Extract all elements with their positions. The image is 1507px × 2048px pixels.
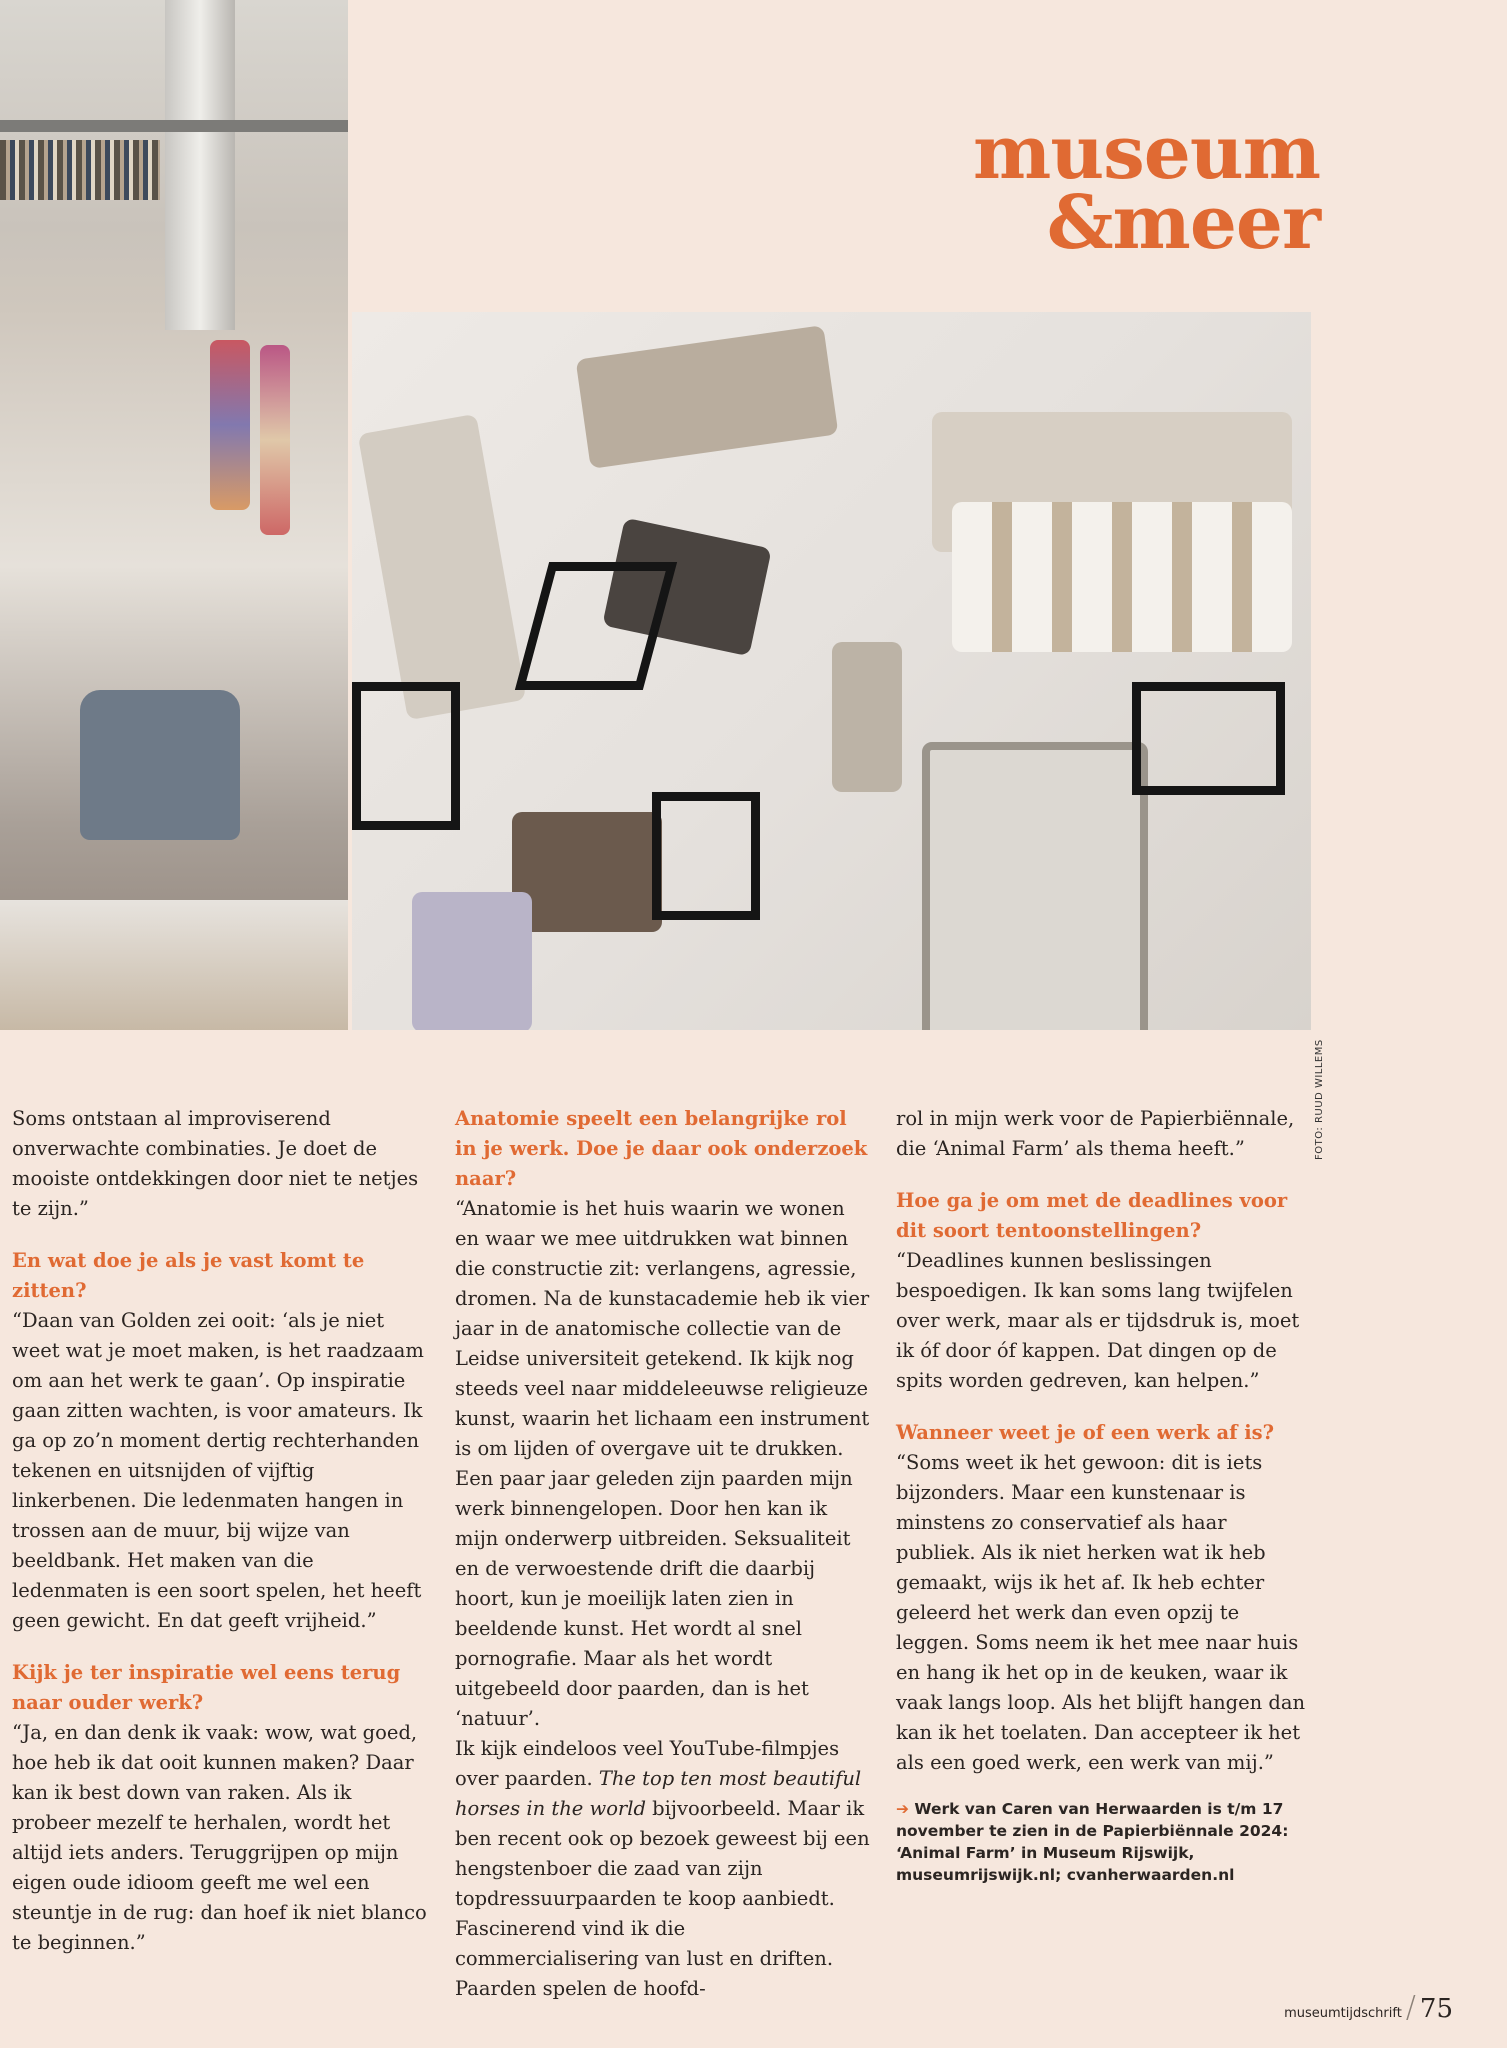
page-footer <box>1284 1990 1453 2025</box>
studio-shelf <box>0 120 348 132</box>
magazine-name: museumtijdschrift <box>1284 2006 1402 2021</box>
paragraph: Soms ontstaan al improviserend onverwachte combinaties. Je doet de mooiste ontdekkingen door niet te netjes te zijn.” <box>12 1107 419 1220</box>
artwork-wall-photo <box>352 312 1311 1030</box>
bound-figure-sculpture <box>832 642 902 792</box>
page-number: 75 <box>1419 1994 1453 2024</box>
text-column-3 <box>896 1104 1306 1886</box>
answer-paragraph: “Deadlines kunnen beslissingen bespoedigen. Ik kan soms lang twijfelen over werk, maar als er tijdsdruk is, moet ik óf door óf kappen. Dat dingen op de spits worden gedreven, kan helpen.” <box>896 1249 1300 1392</box>
photo-credit <box>1314 1030 1342 1160</box>
answer-paragraph: “Soms weet ik het gewoon: dit is iets bijzonders. Maar een kunstenaar is minstens zo conservatief als haar publiek. Als ik niet herken wat ik heb gemaakt, wijs ik het af. Ik heb echter geleerd het werk dan even opzij te leggen. Soms neem ik het mee naar huis en hang ik het op in de keuken, waar ik vaak langs loop. Als het blijft hangen dan kan ik het toelaten. Dan accepteer ik het als een goed werk, een werk van mij.” <box>896 1451 1306 1774</box>
framed-drawing <box>922 742 1148 1030</box>
question-heading: Kijk je ter inspiratie wel eens terug naar ouder werk? <box>12 1661 401 1714</box>
black-cube-frame <box>652 792 760 920</box>
answer-paragraph: “Ja, en dan denk ik vaak: wow, wat goed, hoe heb ik dat ooit kunnen maken? Daar kan ik best down van raken. Als ik probeer mezelf te herhalen, wordt het altijd iets anders. Teruggrijpen op mijn eigen oude idioom geeft me wel een steuntje in de rug: dan hoef ik niet blanco te beginnen.” <box>12 1721 427 1954</box>
answer-paragraph <box>455 1734 870 2004</box>
question-heading: Anatomie speelt een belangrijke rol in je werk. Doe je daar ook onderzoek naar? <box>455 1107 868 1190</box>
studio-books <box>0 140 160 200</box>
paper-horse-sculpture <box>576 325 839 469</box>
hanging-sculpture <box>260 345 290 535</box>
horse-sculpture <box>512 812 662 932</box>
paper-figure-sculpture <box>358 414 527 720</box>
answer-paragraph: “Daan van Golden zei ooit: ‘als je niet weet wat je moet maken, is het raadzaam om aan het werk te gaan’. Op inspiratie gaan zitten wachten, is voor amateurs. Ik ga op zo’n moment dertig rechterhanden tekenen en uitsnijden of vijftig linkerbenen. Die ledenmaten hangen in trossen aan de muur, bij wijze van beeldbank. Het maken van die ledenmaten is een soort spelen, het heeft geen gewicht. En dat geeft vrijheid.” <box>12 1309 424 1632</box>
section-masthead <box>880 110 1320 267</box>
office-chair <box>80 690 240 840</box>
figure-legs-row <box>952 502 1292 652</box>
question-heading: Hoe ga je om met de deadlines voor dit soort tentoonstellingen? <box>896 1189 1288 1242</box>
endnote-text: Werk van Caren van Herwaarden is t/m 17 november te zien in de Papierbiënnale 2024: ‘Animal Farm’ in Museum Rijswijk, museumrijswijk.nl; cvanherwaarden.nl <box>896 1800 1289 1884</box>
black-cube-frame <box>515 562 677 690</box>
text-column-2 <box>455 1104 870 2004</box>
answer-paragraph: “Anatomie is het huis waarin we wonen en waar we mee uitdrukken wat binnen die constructie zit: verlangens, agressie, dromen. Na de kunstacademie heb ik vier jaar in de anatomische collectie van de Leidse universiteit getekend. Ik kijk nog steeds veel naar middeleeuwse religieuze kunst, waarin het lichaam een instrument is om lijden of overgave uit te drukken. Een paar jaar geleden zijn paarden mijn werk binnengelopen. Door hen kan ik mijn onderwerp uitbreiden. Seksualiteit en de verwoestende drift die daarbij hoort, kun je moeilijk laten zien in beeldende kunst. Het wordt al snel pornografie. Maar als het wordt uitgebeeld door paarden, dan is het ‘natuur’. <box>455 1197 870 1730</box>
question-heading: En wat doe je als je vast komt te zitten? <box>12 1249 365 1302</box>
divider: / <box>1405 1990 1416 2025</box>
studio-pillar <box>165 0 235 330</box>
masthead-line-2: &meer <box>1046 180 1320 267</box>
arrow-icon: ➔ <box>896 1800 909 1818</box>
black-cube-frame <box>352 682 460 830</box>
photo-credit-text: FOTO: RUUD WILLEMS <box>1314 1039 1325 1160</box>
question-heading: Wanneer weet je of een werk af is? <box>896 1421 1275 1444</box>
exhibition-endnote <box>896 1798 1306 1886</box>
video-title: The top ten most beautiful horses in the world <box>455 1767 862 1820</box>
black-cube-frame <box>1132 682 1285 795</box>
text-column-1 <box>12 1104 430 1958</box>
paragraph: rol in mijn werk voor de Papierbiënnale, die ‘Animal Farm’ als thema heeft.” <box>896 1107 1295 1160</box>
answer-text: Ik kijk eindeloos veel YouTube-filmpjes over paarden. <box>455 1737 840 1790</box>
work-table <box>0 900 348 1030</box>
hanging-sculpture <box>210 340 250 510</box>
answer-text: bijvoorbeeld. Maar ik ben recent ook op bezoek geweest bij een hengstenboer die zaad van zijn topdressuurpaarden te koop aanbiedt. Fascinerend vind ik die commercialisering van lust en driften. Paarden spelen de hoofd- <box>455 1797 870 2000</box>
masthead-line-1: museum <box>973 110 1320 196</box>
studio-photo-left <box>0 0 348 1030</box>
figure-drawing <box>412 892 532 1030</box>
